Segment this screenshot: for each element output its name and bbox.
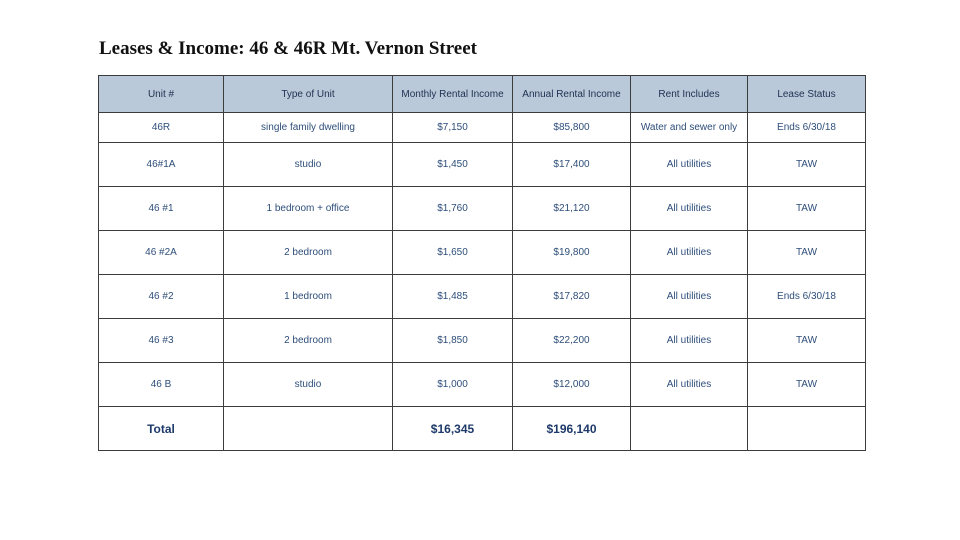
total-status <box>748 407 866 451</box>
cell-monthly: $1,650 <box>393 231 513 275</box>
cell-type: 1 bedroom <box>224 275 393 319</box>
header-annual-rental-income: Annual Rental Income <box>513 76 631 113</box>
table-row <box>99 275 866 319</box>
cell-type: studio <box>224 143 393 187</box>
total-annual: $196,140 <box>513 407 631 451</box>
table-row <box>99 113 866 143</box>
page-title: Leases & Income: 46 & 46R Mt. Vernon Street <box>99 38 478 59</box>
cell-includes: All utilities <box>631 187 748 231</box>
header-monthly-rental-income: Monthly Rental Income <box>393 76 513 113</box>
total-row <box>99 407 866 451</box>
header-lease-status: Lease Status <box>748 76 866 113</box>
cell-unit: 46 #2 <box>99 275 224 319</box>
cell-monthly: $1,850 <box>393 319 513 363</box>
cell-unit: 46R <box>99 113 224 143</box>
cell-includes: All utilities <box>631 143 748 187</box>
cell-monthly: $1,485 <box>393 275 513 319</box>
cell-unit: 46#1A <box>99 143 224 187</box>
cell-monthly: $1,450 <box>393 143 513 187</box>
cell-includes: All utilities <box>631 319 748 363</box>
cell-annual: $22,200 <box>513 319 631 363</box>
cell-status: TAW <box>748 363 866 407</box>
cell-type: 2 bedroom <box>224 319 393 363</box>
cell-annual: $85,800 <box>513 113 631 143</box>
cell-includes: All utilities <box>631 231 748 275</box>
cell-unit: 46 B <box>99 363 224 407</box>
table-row <box>99 143 866 187</box>
cell-monthly: $1,760 <box>393 187 513 231</box>
total-type <box>224 407 393 451</box>
cell-status: TAW <box>748 319 866 363</box>
cell-unit: 46 #1 <box>99 187 224 231</box>
header-type-of-unit: Type of Unit <box>224 76 393 113</box>
cell-annual: $17,400 <box>513 143 631 187</box>
cell-monthly: $7,150 <box>393 113 513 143</box>
cell-annual: $21,120 <box>513 187 631 231</box>
table-header-row <box>99 76 866 113</box>
header-rent-includes: Rent Includes <box>631 76 748 113</box>
cell-type: single family dwelling <box>224 113 393 143</box>
cell-includes: All utilities <box>631 275 748 319</box>
total-monthly: $16,345 <box>393 407 513 451</box>
total-includes <box>631 407 748 451</box>
cell-includes: All utilities <box>631 363 748 407</box>
cell-unit: 46 #3 <box>99 319 224 363</box>
table-row <box>99 363 866 407</box>
table-row <box>99 231 866 275</box>
cell-annual: $17,820 <box>513 275 631 319</box>
total-label: Total <box>99 407 224 451</box>
table-row <box>99 187 866 231</box>
cell-status: Ends 6/30/18 <box>748 113 866 143</box>
leases-income-table <box>98 75 866 451</box>
cell-status: TAW <box>748 143 866 187</box>
cell-status: Ends 6/30/18 <box>748 275 866 319</box>
cell-monthly: $1,000 <box>393 363 513 407</box>
cell-includes: Water and sewer only <box>631 113 748 143</box>
header-unit: Unit # <box>99 76 224 113</box>
table-row <box>99 319 866 363</box>
cell-annual: $12,000 <box>513 363 631 407</box>
cell-status: TAW <box>748 231 866 275</box>
cell-annual: $19,800 <box>513 231 631 275</box>
cell-unit: 46 #2A <box>99 231 224 275</box>
cell-status: TAW <box>748 187 866 231</box>
cell-type: 1 bedroom + office <box>224 187 393 231</box>
cell-type: studio <box>224 363 393 407</box>
cell-type: 2 bedroom <box>224 231 393 275</box>
